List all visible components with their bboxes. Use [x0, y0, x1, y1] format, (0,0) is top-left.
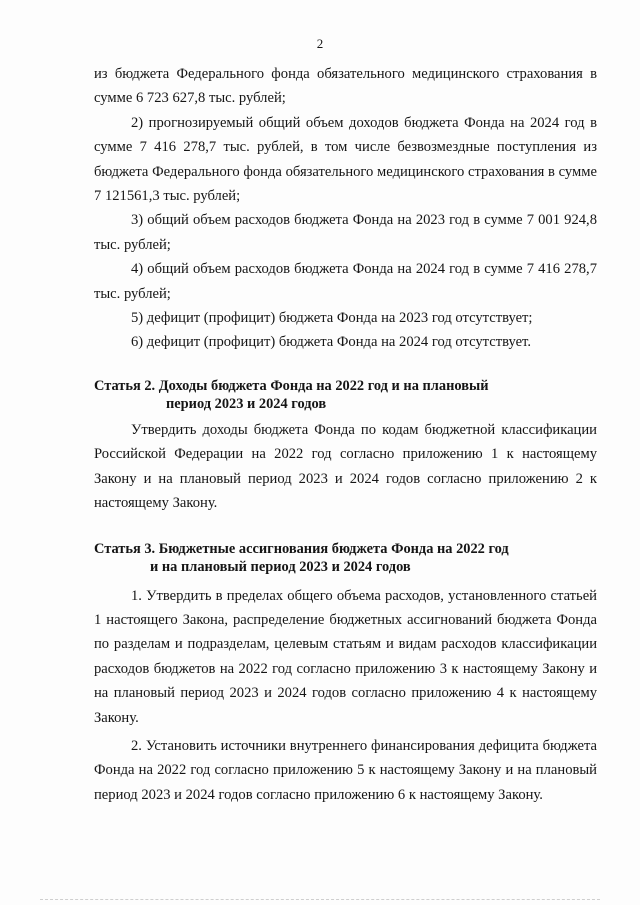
paragraph-item-4: 4) общий объем расходов бюджета Фонда на 2024 год в сумме 7 416 278,7 тыс. рублей;: [94, 261, 597, 302]
paragraph-continuation: из бюджета Федерального фонда обязательного медицинского страхования в сумме 6 723 627,8 тыс. рублей;: [94, 66, 597, 107]
article-2-heading: [94, 377, 597, 413]
article-3-heading: [94, 540, 597, 576]
paragraph-item-3: 3) общий объем расходов бюджета Фонда на 2023 год в сумме 7 001 924,8 тыс. рублей;: [94, 212, 597, 253]
page-number: 2: [316, 36, 324, 51]
document-body: [94, 62, 597, 807]
article-2-heading-line1: Статья 2. Доходы бюджета Фонда на 2022 год и на плановый: [94, 377, 489, 394]
article-3-item-1: 1. Утвердить в пределах общего объема расходов, установленного статьей 1 настоящего Закона, распределение бюджетных ассигнований бюджета Фонда по разделам и подразделам, целевым статьям и видам расходов классификации расходов бюджетов на 2022 год согласно приложению 3 к настоящему Закону и на плановый период 2023 и 2024 годов согласно приложению 4 к настоящему Закону.: [94, 587, 597, 726]
article-3-heading-line2: и на плановый период 2023 и 2024 годов: [150, 558, 411, 575]
paragraph-item-5: 5) дефицит (профицит) бюджета Фонда на 2023 год отсутствует;: [131, 310, 533, 327]
scan-bottom-edge: [40, 899, 600, 901]
article-2-heading-line2: период 2023 и 2024 годов: [166, 395, 327, 412]
paragraph-item-6: 6) дефицит (профицит) бюджета Фонда на 2024 год отсутствует.: [131, 334, 531, 351]
article-3-heading-line1: Статья 3. Бюджетные ассигнования бюджета Фонда на 2022 год: [94, 540, 509, 557]
article-3-item-2: 2. Установить источники внутреннего финансирования дефицита бюджета Фонда на 2022 год согласно приложению 5 к настоящему Закону и на плановый период 2023 и 2024 годов согласно приложению 6 к настоящему Закону.: [94, 737, 597, 803]
paragraph-item-2: 2) прогнозируемый общий объем доходов бюджета Фонда на 2024 год в сумме 7 416 278,7 тыс. рублей, в том числе безвозмездные поступления из бюджета Федерального фонда обязательного медицинского страхования в сумме 7 121561,3 тыс. рублей;: [94, 114, 597, 205]
article-2-body: Утвердить доходы бюджета Фонда по кодам бюджетной классификации Российской Федерации на 2022 год согласно приложению 1 к настоящему Закону и на плановый период 2023 и 2024 годов согласно приложению 2 к настоящему Закону.: [94, 421, 597, 512]
